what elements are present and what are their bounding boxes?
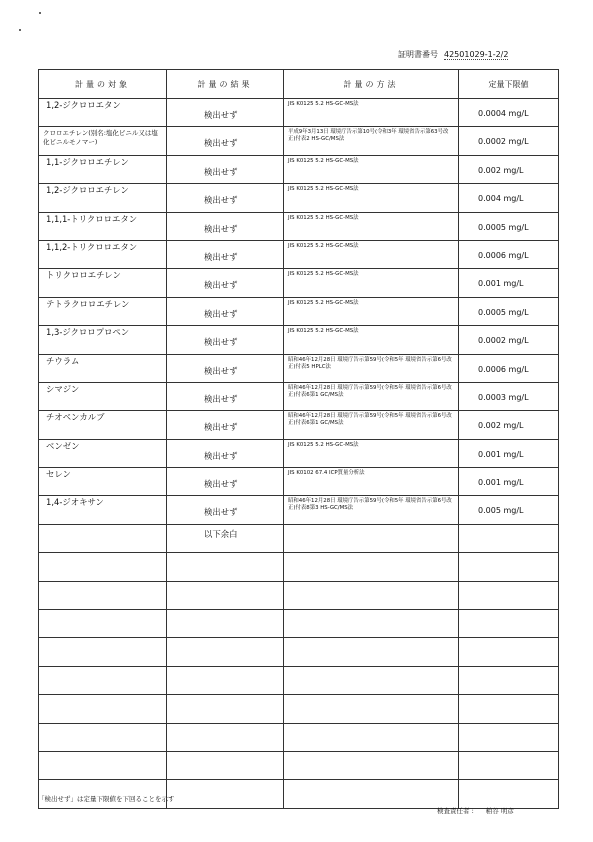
empty-cell (459, 524, 559, 552)
result-value: 検出せず (167, 326, 284, 354)
limit-value: 0.0003 mg/L (459, 382, 559, 410)
empty-cell (167, 695, 284, 723)
empty-cell (284, 524, 459, 552)
limit-value: 0.0005 mg/L (459, 297, 559, 325)
item-name: 1,4-ジオキサン (39, 496, 167, 524)
result-value: 検出せず (167, 297, 284, 325)
empty-cell (39, 638, 167, 666)
empty-cell (39, 695, 167, 723)
remaining-blank-note: 以下余白 (167, 524, 284, 552)
method-text: 昭和46年12月28日 環境庁告示第59号(令和5年 環境省告示第6号改正)付表8第3 HS-GC/MS法 (284, 496, 459, 524)
header-result: 計量の結果 (167, 70, 284, 99)
limit-value: 0.002 mg/L (459, 411, 559, 439)
result-value: 検出せず (167, 155, 284, 183)
item-name: 1,2-ジクロロエチレン (39, 184, 167, 212)
method-text: JIS K0125 5.2 HS-GC-MS法 (284, 297, 459, 325)
method-text: JIS K0125 5.2 HS-GC-MS法 (284, 99, 459, 127)
limit-value: 0.0006 mg/L (459, 354, 559, 382)
method-text: JIS K0125 5.2 HS-GC-MS法 (284, 439, 459, 467)
table-row (39, 99, 559, 127)
inspector-name: 粕谷 明彦 (485, 807, 514, 815)
item-name: チオベンカルブ (39, 411, 167, 439)
item-name: 1,1-ジクロロエチレン (39, 155, 167, 183)
method-text: JIS K0102 67.4 ICP質量分析法 (284, 468, 459, 496)
method-text: 平成9年3月13日 環境庁告示第10号(令和3年 環境省告示第63号改正)付表2 HS-GC/MS法 (284, 127, 459, 155)
table-row (39, 269, 559, 297)
table-header-row (39, 70, 559, 99)
result-value: 検出せず (167, 184, 284, 212)
limit-value: 0.0005 mg/L (459, 212, 559, 240)
method-text: JIS K0125 5.2 HS-GC-MS法 (284, 240, 459, 268)
empty-row (39, 695, 559, 723)
table-row (39, 127, 559, 155)
result-value: 検出せず (167, 468, 284, 496)
empty-cell (167, 610, 284, 638)
empty-cell (284, 780, 459, 808)
empty-cell (284, 666, 459, 694)
empty-row (39, 751, 559, 779)
limit-value: 0.002 mg/L (459, 155, 559, 183)
inspector-signature (437, 806, 514, 815)
empty-cell (39, 723, 167, 751)
limit-value: 0.0002 mg/L (459, 127, 559, 155)
empty-cell (167, 553, 284, 581)
method-text: JIS K0125 5.2 HS-GC-MS法 (284, 184, 459, 212)
table-row (39, 155, 559, 183)
empty-cell (284, 553, 459, 581)
result-value: 検出せず (167, 411, 284, 439)
result-value: 検出せず (167, 354, 284, 382)
item-name: 1,1,1-トリクロロエタン (39, 212, 167, 240)
scan-speck (19, 29, 21, 31)
table-row (39, 240, 559, 268)
empty-cell (39, 666, 167, 694)
empty-cell (459, 553, 559, 581)
empty-cell (284, 723, 459, 751)
empty-cell (459, 638, 559, 666)
empty-cell (459, 723, 559, 751)
table-row (39, 411, 559, 439)
inspector-label: 検査責任者 : (437, 807, 474, 815)
results-table (38, 69, 559, 809)
item-name: トリクロロエチレン (39, 269, 167, 297)
empty-row (39, 581, 559, 609)
result-value: 検出せず (167, 212, 284, 240)
table-row (39, 354, 559, 382)
table-row (39, 524, 559, 552)
result-value: 検出せず (167, 496, 284, 524)
limit-value: 0.001 mg/L (459, 439, 559, 467)
header-item: 計量の対象 (39, 70, 167, 99)
empty-cell (459, 751, 559, 779)
empty-cell (284, 695, 459, 723)
item-name: 1,3-ジクロロプロペン (39, 326, 167, 354)
empty-rows (39, 553, 559, 809)
empty-cell (459, 780, 559, 808)
result-value: 検出せず (167, 439, 284, 467)
table-row (39, 184, 559, 212)
certificate-number-label: 証明書番号 (398, 50, 438, 59)
method-text: JIS K0125 5.2 HS-GC-MS法 (284, 326, 459, 354)
empty-cell (459, 581, 559, 609)
result-value: 検出せず (167, 382, 284, 410)
empty-row (39, 666, 559, 694)
empty-cell (39, 610, 167, 638)
empty-cell (39, 524, 167, 552)
method-text: JIS K0125 5.2 HS-GC-MS法 (284, 155, 459, 183)
empty-cell (39, 553, 167, 581)
empty-cell (167, 751, 284, 779)
item-name: 1,1,2-トリクロロエタン (39, 240, 167, 268)
empty-cell (459, 610, 559, 638)
method-text: 昭和46年12月28日 環境庁告示第59号(令和5年 環境省告示第6号改正)付表5 HPLC法 (284, 354, 459, 382)
table-row (39, 326, 559, 354)
scan-speck (39, 12, 41, 14)
footnote: 「検出せず」は定量下限値を下回ることを示す (38, 795, 175, 803)
item-name: テトラクロロエチレン (39, 297, 167, 325)
item-name: クロロエチレン(別名:塩化ビニル又は塩化ビニルモノマー) (39, 127, 167, 155)
empty-cell (39, 581, 167, 609)
limit-value: 0.004 mg/L (459, 184, 559, 212)
limit-value: 0.0002 mg/L (459, 326, 559, 354)
result-value: 検出せず (167, 127, 284, 155)
header-method: 計量の方法 (284, 70, 459, 99)
empty-cell (167, 666, 284, 694)
empty-row (39, 638, 559, 666)
item-name: ベンゼン (39, 439, 167, 467)
item-name: 1,2-ジクロロエタン (39, 99, 167, 127)
table-row (39, 382, 559, 410)
empty-cell (284, 638, 459, 666)
empty-cell (167, 780, 284, 808)
table-row (39, 496, 559, 524)
empty-cell (284, 610, 459, 638)
limit-value: 0.001 mg/L (459, 468, 559, 496)
certificate-number (398, 49, 558, 60)
item-name: セレン (39, 468, 167, 496)
method-text: JIS K0125 5.2 HS-GC-MS法 (284, 212, 459, 240)
empty-row (39, 553, 559, 581)
header-limit: 定量下限値 (459, 70, 559, 99)
empty-cell (284, 751, 459, 779)
table-row (39, 212, 559, 240)
empty-cell (167, 581, 284, 609)
empty-cell (284, 581, 459, 609)
certificate-number-value: 42501029-1-2/2 (444, 50, 509, 59)
empty-cell (167, 723, 284, 751)
method-text: 昭和46年12月28日 環境庁告示第59号(令和5年 環境省告示第6号改正)付表6第1 GC/MS法 (284, 382, 459, 410)
empty-cell (459, 695, 559, 723)
empty-cell (39, 751, 167, 779)
table-row (39, 297, 559, 325)
empty-cell (167, 638, 284, 666)
result-value: 検出せず (167, 269, 284, 297)
limit-value: 0.0006 mg/L (459, 240, 559, 268)
result-value: 検出せず (167, 99, 284, 127)
method-text: 昭和46年12月28日 環境庁告示第59号(令和5年 環境省告示第6号改正)付表6第1 GC/MS法 (284, 411, 459, 439)
empty-row (39, 610, 559, 638)
limit-value: 0.005 mg/L (459, 496, 559, 524)
empty-cell (459, 666, 559, 694)
limit-value: 0.0004 mg/L (459, 99, 559, 127)
empty-row (39, 723, 559, 751)
result-value: 検出せず (167, 240, 284, 268)
method-text: JIS K0125 5.2 HS-GC-MS法 (284, 269, 459, 297)
item-name: シマジン (39, 382, 167, 410)
limit-value: 0.001 mg/L (459, 269, 559, 297)
table-row (39, 468, 559, 496)
item-name: チウラム (39, 354, 167, 382)
table-row (39, 439, 559, 467)
